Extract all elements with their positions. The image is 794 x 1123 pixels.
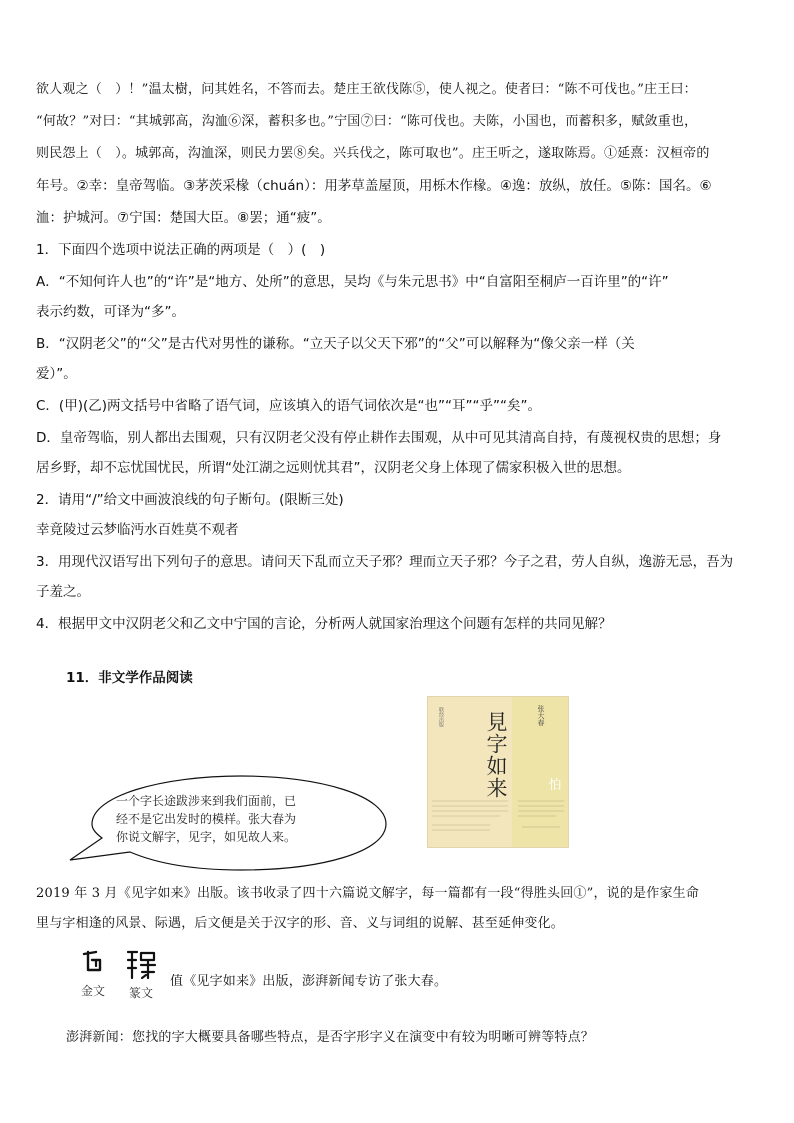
svg-text:怕: 怕 xyxy=(548,778,562,793)
passage-line-5: 洫：护城河。⑦宁国：楚国大臣。⑧罢；通“疲”。 xyxy=(36,210,331,226)
option-c: C．(甲)(乙)两文括号中省略了语气词，应该填入的语气词依次是“也”“耳”“乎”“矣”。 xyxy=(36,398,541,414)
speech-bubble-text xyxy=(116,792,376,846)
jinwen-glyph xyxy=(70,948,116,999)
section-11-title: 11．非文学作品阅读 xyxy=(66,670,193,686)
book-author: 张大春 xyxy=(537,705,545,726)
section-11-paragraph-1-line-1: 2019 年 3 月《见字如来》出版。该书收录了四十六篇说文解字，每一篇都有一段“得胜头回①”，说的是作家生命 xyxy=(36,886,700,901)
question-3-line-1: 3．用现代汉语写出下列句子的意思。请问天下乱而立天子邪？理而立天子邪？今子之君，劳人自纵，逸游无忌，吾为 xyxy=(36,554,734,570)
question-2-sentence: 幸竟陵过云梦临沔水百姓莫不观者 xyxy=(36,522,239,538)
passage-line-1: 欲人观之（ ）！”温太樹，问其姓名，不答而去。楚庄王欲伐陈⑤，使人视之。使者曰：“陈不可伐也。”庄王曰： xyxy=(36,82,697,97)
passage-line-2: “何故？”对曰：“其城郭高，沟洫⑥深，蓄积多也。”宁国⑦曰：“陈可伐也。夫陈，小国也，而蓄积多，赋敛重也， xyxy=(36,114,698,129)
zhuanwen-label: 篆文 xyxy=(128,986,153,1000)
book-seal-icon xyxy=(546,775,564,793)
book-publisher-tag: 联经出版 xyxy=(438,707,444,727)
passage-line-3: 则民怨上（ ）。城郭高，沟洫深，则民力罢⑧矣。兴兵伐之，陈可取也”。庄王听之，遂取陈焉。①延熹：汉桓帝的 xyxy=(36,146,710,161)
question-1: 1．下面四个选项中说法正确的两项是（ ）( ) xyxy=(36,242,326,258)
section-11-paragraph-3: 澎湃新闻：您找的字大概要具备哪些特点，是否字形字义在演变中有较为明晰可辨等特点？ xyxy=(66,1030,595,1045)
book-cover-image xyxy=(427,696,569,848)
question-2: 2．请用“/”给文中画波浪线的句子断句。(限断三处) xyxy=(36,492,344,508)
book-title: 見字如来 xyxy=(484,711,508,799)
jinwen-glyph-icon xyxy=(78,948,108,980)
book-back-text-lines xyxy=(516,797,566,837)
book-blurb-lines xyxy=(430,797,510,837)
question-4: 4．根据甲文中汉阴老父和乙文中宁国的言论，分析两人就国家治理这个问题有怎样的共同见解？ xyxy=(36,616,612,632)
passage-line-4: 年号。②幸：皇帝驾临。③茅茨采椽（chuán）：用茅草盖屋顶，用栎木作椽。④逸：放纵，放任。⑤陈：国名。⑥ xyxy=(36,178,712,194)
option-a-line-2: 表示约数，可译为“多”。 xyxy=(36,304,185,320)
section-11-paragraph-2: 值《见字如来》出版，澎湃新闻专访了张大春。 xyxy=(170,974,448,989)
bubble-line-2: 经不是它出发时的模样。张大春为 xyxy=(116,812,297,826)
option-b-line-1: B．“汉阴老父”的“父”是古代对男性的谦称。“立天子以父天下邪”的“父”可以解释为“像父亲一样（关 xyxy=(36,336,635,352)
question-3-line-2: 子羞之。 xyxy=(36,584,90,600)
zhuanwen-glyph-icon xyxy=(123,948,159,982)
bubble-line-1: 一个字长途跋涉来到我们面前，已 xyxy=(116,794,297,808)
zhuanwen-glyph xyxy=(118,948,164,1001)
section-11-paragraph-1-line-2: 里与字相逢的风景、际遇，后文便是关于汉字的形、音、义与词组的说解、甚至延伸变化。 xyxy=(36,916,565,931)
jinwen-label: 金文 xyxy=(80,984,105,998)
option-a-line-1: A．“不知何许人也”的“许”是“地方、处所”的意思，吴均《与朱元思书》中“自富阳至桐庐一百许里”的“许” xyxy=(36,274,669,290)
option-d-line-1: D．皇帝驾临，别人都出去围观，只有汉阴老父没有停止耕作去围观，从中可见其清高自持，有蔑视权贵的思想；身 xyxy=(36,430,722,446)
option-d-line-2: 居乡野，却不忘忧国忧民，所谓“处江湖之远则忧其君”，汉阴老父身上体现了儒家积极入世的思想。 xyxy=(36,460,631,476)
bubble-line-3: 你说文解字，见字，如见故人来。 xyxy=(116,830,297,844)
option-b-line-2: 爱）”。 xyxy=(36,366,77,382)
